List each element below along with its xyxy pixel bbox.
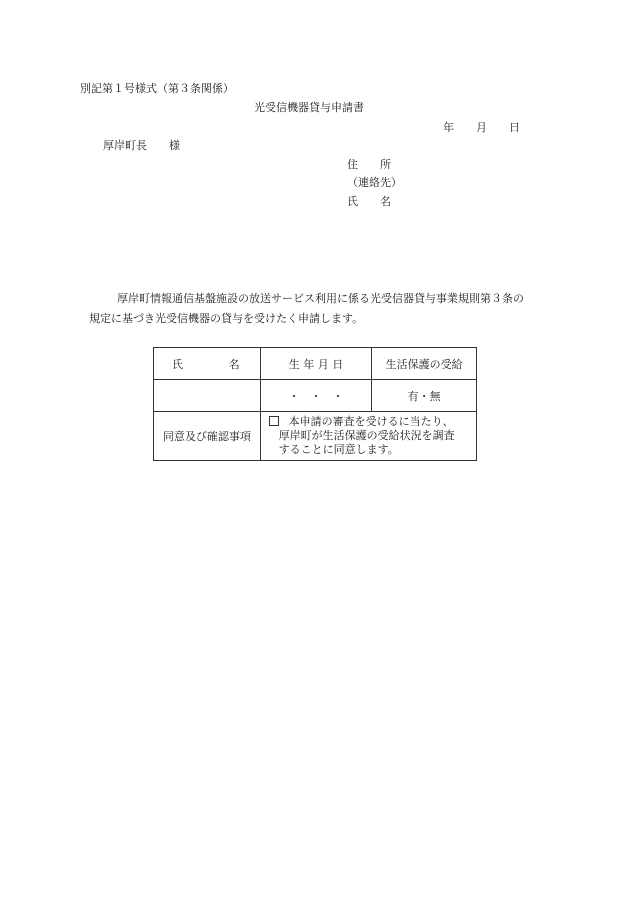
birthdate-cell[interactable]: ・ ・ ・ [260,380,372,412]
addressee-name: 厚岸町長 [103,139,147,152]
welfare-cell[interactable]: 有・無 [372,380,477,412]
name-cell[interactable] [154,380,261,412]
address-label-char-2: 所 [380,158,391,171]
statement-line-2: 規定に基づき光受信機器の貸与を受けたく申請します。 [89,312,364,325]
statement-line-1: 厚岸町情報通信基盤施設の放送サービス利用に係る光受信器貸与事業規則第３条の [117,292,524,305]
document-title: 光受信機器貸与申請書 [254,101,364,114]
consent-line-1 [269,415,472,429]
honorific: 様 [169,139,180,152]
table-entry-row [154,380,477,412]
addressee [103,139,180,152]
welfare-column-header: 生活保護の受給 [372,348,477,380]
contact-label: （連絡先） [347,176,402,189]
consent-line-1-text: 本申請の審査を受けるに当たり、 [288,415,454,428]
birthdate-column-header: 生 年 月 日 [260,348,372,380]
consent-text [260,412,476,461]
address-label [347,158,391,171]
form-number: 別記第１号様式（第３条関係） [80,82,234,95]
date-line [443,121,520,134]
name-header-char-2: 名 [228,357,240,371]
day-label: 日 [509,121,520,134]
name-label-char-2: 名 [380,195,391,208]
consent-row [154,412,477,461]
address-label-char-1: 住 [347,158,358,171]
name-label-char-1: 氏 [347,195,358,208]
name-column-header [154,348,261,380]
application-statement [89,289,549,329]
year-label: 年 [443,121,454,134]
consent-line-3: することに同意します。 [278,443,399,456]
name-header-char-1: 氏 [172,357,183,371]
table-header-row [154,348,477,380]
month-label: 月 [476,121,487,134]
consent-line-2: 厚岸町が生活保護の受給状況を調査 [278,429,455,442]
name-label [347,195,391,208]
applicant-info-table [153,347,477,461]
consent-label: 同意及び確認事項 [154,412,261,461]
consent-checkbox[interactable] [269,416,279,426]
